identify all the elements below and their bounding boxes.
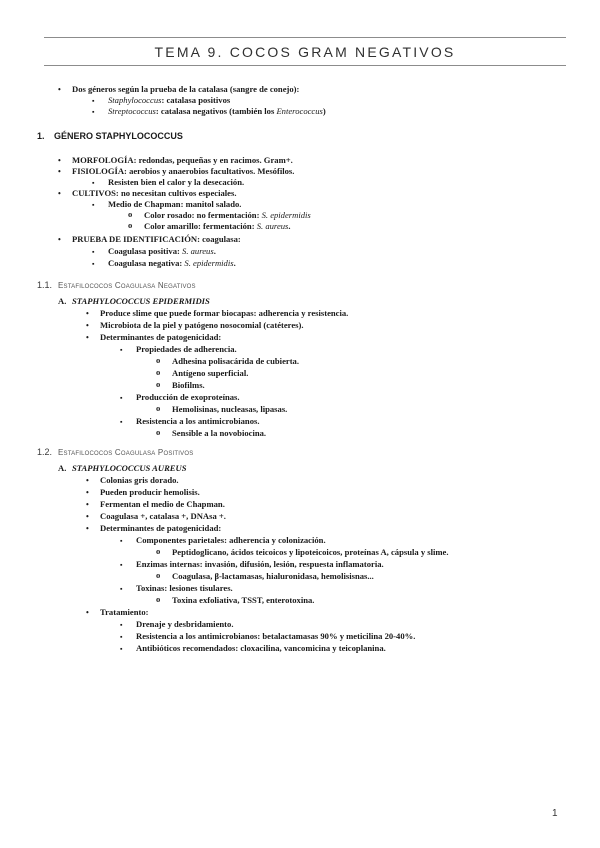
bullet-square: ▪	[92, 248, 95, 256]
aur-text-8: Enzimas internas: invasión, difusión, lesión, respuesta inflamatoria.	[136, 559, 384, 569]
bullet-square: ▪	[92, 97, 95, 105]
bullet-disc: •	[86, 476, 89, 485]
amarillo-item	[128, 220, 291, 232]
strep-close: )	[322, 106, 326, 116]
bullet-square: ▪	[92, 179, 95, 187]
epi-item-11	[156, 427, 267, 439]
epi-item-3	[86, 332, 222, 343]
aur-item-5	[86, 523, 222, 534]
section-1-2-title: Estafilococos Coagulasa Positivos	[58, 448, 194, 457]
bullet-disc: •	[58, 167, 61, 176]
epi-text-9: Hemolisinas, nucleasas, lipasas.	[172, 404, 288, 414]
bullet-disc: •	[86, 488, 89, 497]
epi-text-7: Biofilms.	[172, 380, 205, 390]
bullet-square: ▪	[120, 633, 123, 641]
bullet-disc: •	[86, 309, 89, 318]
aur-item-14	[120, 631, 416, 642]
epi-text-11: Sensible a la novobiocina.	[172, 428, 267, 438]
coag-positiva-close: .	[213, 246, 216, 256]
bullet-square: ▪	[120, 585, 123, 593]
title-rule-bottom	[44, 65, 566, 66]
epi-text-2: Microbiota de la piel y patógeno nosocomial (catéteres).	[100, 320, 304, 330]
bullet-circle: o	[156, 570, 161, 580]
fisiologia-item	[58, 166, 295, 177]
coag-negativa-item	[92, 258, 236, 269]
bullet-disc: •	[58, 235, 61, 244]
page-title: TEMA 9. COCOS GRAM NEGATIVOS	[154, 44, 456, 60]
strep-genus: Streptococcus	[108, 106, 156, 116]
bullet-circle: o	[156, 594, 161, 604]
amarillo-text: Color amarillo: fermentación:	[144, 221, 257, 231]
epi-item-10	[120, 416, 260, 427]
cultivos-item	[58, 188, 237, 199]
section-1-number: 1.	[37, 131, 45, 141]
bullet-square: ▪	[120, 645, 123, 653]
intro-staph-item	[92, 95, 231, 106]
bullet-circle: o	[156, 379, 161, 389]
aur-text-5: Determinantes de patogenicidad:	[100, 523, 222, 533]
epi-text-5: Adhesina polisacárida de cubierta.	[172, 356, 300, 366]
aur-item-13	[120, 619, 234, 630]
section-1-heading	[37, 130, 183, 142]
subsection-letter: A.	[58, 463, 67, 473]
bullet-disc: •	[58, 189, 61, 198]
aur-text-6: Componentes parietales: adherencia y colonización.	[136, 535, 326, 545]
aur-item-2	[86, 487, 200, 498]
resisten-item	[92, 177, 245, 188]
epi-item-7	[156, 379, 205, 391]
rosado-species: S. epidermidis	[261, 210, 311, 220]
aur-item-6	[120, 535, 326, 546]
bullet-disc: •	[86, 333, 89, 342]
bullet-square: ▪	[120, 394, 123, 402]
bullet-circle: o	[156, 427, 161, 437]
aur-item-15	[120, 643, 386, 654]
rosado-text: Color rosado: no fermentación:	[144, 210, 262, 220]
coag-positiva-item	[92, 246, 216, 257]
aur-item-11	[156, 594, 315, 606]
bullet-disc: •	[86, 608, 89, 617]
aur-item-1	[86, 475, 179, 486]
epi-text-3: Determinantes de patogenicidad:	[100, 332, 222, 342]
bullet-circle: o	[156, 403, 161, 413]
bullet-square: ▪	[120, 621, 123, 629]
subsection-aureus-heading	[58, 463, 187, 474]
intro-strep-item	[92, 106, 326, 117]
morfologia-text: MORFOLOGÍA: redondas, pequeñas y en racimos. Gram+.	[72, 155, 293, 165]
epi-item-5	[156, 355, 300, 367]
coag-negativa-close: .	[233, 258, 236, 268]
bullet-square: ▪	[92, 201, 95, 209]
bullet-square: ▪	[92, 108, 95, 116]
amarillo-close: .	[288, 221, 291, 231]
epi-text-8: Producción de exoproteínas.	[136, 392, 240, 402]
coag-negativa-text: Coagulasa negativa:	[108, 258, 185, 268]
coag-positiva-text: Coagulasa positiva:	[108, 246, 183, 256]
aur-item-9	[156, 570, 374, 582]
bullet-circle: o	[128, 209, 133, 219]
aur-text-12: Tratamiento:	[100, 607, 149, 617]
intro-lead-item	[58, 84, 300, 95]
intro-lead: Dos géneros según la prueba de la catalasa (sangre de conejo):	[72, 84, 300, 94]
staph-genus: Staphylococcus	[108, 95, 162, 105]
aur-text-13: Drenaje y desbridamiento.	[136, 619, 234, 629]
aur-item-10	[120, 583, 233, 594]
bullet-square: ▪	[92, 260, 95, 268]
epi-item-4	[120, 344, 237, 355]
aur-text-3: Fermentan el medio de Chapman.	[100, 499, 225, 509]
aur-item-4	[86, 511, 226, 522]
bullet-disc: •	[86, 500, 89, 509]
entero-genus: Enterococcus	[276, 106, 323, 116]
bullet-disc: •	[58, 156, 61, 165]
title-rule-top	[44, 37, 566, 38]
bullet-circle: o	[156, 355, 161, 365]
subsection-letter: A.	[58, 296, 67, 306]
section-1-title: GÉNERO STAPHYLOCOCCUS	[54, 131, 183, 141]
subsection-epidermidis-heading	[58, 296, 210, 307]
aur-text-11: Toxina exfoliativa, TSST, enterotoxina.	[172, 595, 315, 605]
aur-text-10: Toxinas: lesiones tisulares.	[136, 583, 233, 593]
bullet-disc: •	[86, 512, 89, 521]
aur-text-15: Antibióticos recomendados: cloxacilina, vancomicina y teicoplanina.	[136, 643, 386, 653]
fisiologia-text: FISIOLOGÍA: aerobios y anaerobios facultativos. Mesófilos.	[72, 166, 295, 176]
epi-item-9	[156, 403, 288, 415]
section-1-2-heading	[37, 447, 193, 458]
morfologia-item	[58, 155, 293, 166]
aur-text-7: Peptidoglicano, ácidos teicoicos y lipoteicoicos, proteínas A, cápsula y slime.	[172, 547, 449, 557]
rosado-item	[128, 209, 311, 221]
section-1-1-heading	[37, 280, 196, 291]
epi-text-6: Antígeno superficial.	[172, 368, 249, 378]
bullet-circle: o	[156, 367, 161, 377]
aur-item-3	[86, 499, 225, 510]
bullet-square: ▪	[120, 418, 123, 426]
page-number: 1	[552, 808, 558, 819]
section-1-2-number: 1.2.	[37, 447, 53, 457]
aur-item-12	[86, 607, 149, 618]
resisten-text: Resisten bien el calor y la desecación.	[108, 177, 245, 187]
chapman-text: Medio de Chapman: manitol salado.	[108, 199, 242, 209]
aur-item-8	[120, 559, 384, 570]
epi-item-8	[120, 392, 240, 403]
cultivos-text: CULTIVOS: no necesitan cultivos especiales.	[72, 188, 237, 198]
aur-text-14: Resistencia a los antimicrobianos: betalactamasas 90% y meticilina 20-40%.	[136, 631, 416, 641]
bullet-disc: •	[58, 85, 61, 94]
aur-text-2: Pueden producir hemolisis.	[100, 487, 200, 497]
subsection-epidermidis-title: STAPHYLOCOCCUS EPIDERMIDIS	[72, 296, 210, 306]
strep-text: : catalasa negativos (también los	[155, 106, 277, 116]
section-1-1-title: Estafilococos Coagulasa Negativos	[58, 281, 196, 290]
epi-text-4: Propiedades de adherencia.	[136, 344, 237, 354]
aur-text-4: Coagulasa +, catalasa +, DNAsa +.	[100, 511, 226, 521]
amarillo-species: S. aureus	[256, 221, 289, 231]
bullet-square: ▪	[120, 561, 123, 569]
staph-text: : catalasa positivos	[161, 95, 231, 105]
epi-item-1	[86, 308, 349, 319]
coag-negativa-species: S. epidermidis	[184, 258, 234, 268]
section-1-1-number: 1.1.	[37, 280, 53, 290]
epi-text-1: Produce slime que puede formar biocapas: adherencia y resistencia.	[100, 308, 349, 318]
subsection-aureus-title: STAPHYLOCOCCUS AUREUS	[72, 463, 187, 473]
bullet-circle: o	[128, 220, 133, 230]
prueba-item	[58, 234, 241, 245]
epi-item-2	[86, 320, 304, 331]
prueba-text: PRUEBA DE IDENTIFICACIÓN: coagulasa:	[72, 234, 241, 244]
bullet-disc: •	[86, 321, 89, 330]
aur-text-1: Colonias gris dorado.	[100, 475, 179, 485]
bullet-square: ▪	[120, 537, 123, 545]
bullet-disc: •	[86, 524, 89, 533]
epi-item-6	[156, 367, 249, 379]
aur-item-7	[156, 546, 449, 558]
aur-text-9: Coagulasa, β-lactamasas, hialuronidasa, hemolisisnas...	[172, 571, 374, 581]
bullet-square: ▪	[120, 346, 123, 354]
coag-positiva-species: S. aureus	[182, 246, 214, 256]
bullet-circle: o	[156, 546, 161, 556]
epi-text-10: Resistencia a los antimicrobianos.	[136, 416, 260, 426]
